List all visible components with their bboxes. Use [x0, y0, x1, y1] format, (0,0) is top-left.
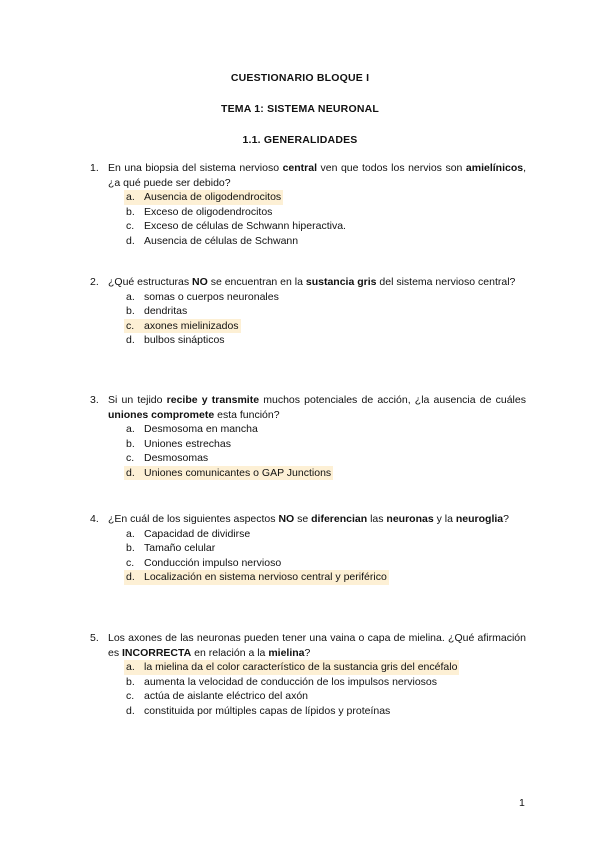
answer-options: [126, 190, 526, 248]
answer-option-row: [126, 466, 526, 481]
answer-option: [126, 437, 526, 452]
option-letter: b.: [126, 205, 135, 218]
option-text: Uniones comunicantes o GAP Junctions: [144, 466, 332, 479]
answer-option-row: [126, 660, 526, 675]
question-fragment: ?: [304, 646, 311, 659]
answer-option: [126, 234, 526, 249]
option-letter: c.: [126, 319, 135, 332]
answer-option: [126, 675, 526, 690]
answer-option-row: [126, 689, 526, 704]
question-fragment: se: [294, 513, 312, 525]
question-number: 4.: [90, 513, 99, 525]
question-keyword: NO: [192, 276, 208, 288]
answer-option-row: [126, 437, 526, 452]
answer-option-row: [126, 451, 526, 466]
question-keyword: diferencian: [311, 513, 368, 525]
answer-option-row: [126, 234, 526, 249]
page-number: 1: [519, 797, 525, 809]
question-keyword: INCORRECTA: [122, 646, 192, 659]
answer-option-row: [126, 556, 526, 571]
option-text: axones mielinizados: [144, 319, 239, 332]
option-text: Ausencia de células de Schwann: [144, 234, 299, 247]
answer-option-row: [126, 570, 526, 585]
question-fragment: muchos potenciales de acción, ¿la ausencia de cuáles: [259, 394, 526, 406]
question-3: [90, 393, 526, 480]
question-fragment: ¿En cuál de los siguientes aspectos: [108, 513, 279, 525]
question-text: [108, 631, 526, 660]
question-number: 5.: [90, 632, 99, 644]
answer-option: [126, 219, 526, 234]
answer-option: [126, 290, 526, 305]
question-fragment: y la: [433, 513, 456, 525]
option-letter: c.: [126, 690, 135, 702]
answer-options: [126, 660, 526, 718]
question-keyword: uniones compromete: [108, 408, 215, 421]
question-text: [108, 393, 526, 422]
answer-option-row: [126, 205, 526, 220]
option-letter: b.: [126, 542, 135, 554]
option-letter: a.: [126, 661, 135, 673]
option-text: Desmosoma en mancha: [144, 423, 258, 435]
option-letter: b.: [126, 437, 135, 450]
question-keyword: central: [282, 162, 317, 174]
answer-option-row: [126, 333, 526, 348]
answer-option: [126, 704, 526, 719]
option-letter: d.: [126, 334, 135, 346]
option-text: Exceso de oligodendrocitos: [144, 205, 273, 218]
question-fragment: esta función?: [214, 408, 280, 421]
question-keyword: amielínicos: [465, 162, 524, 174]
document-title: CUESTIONARIO BLOQUE I: [230, 72, 370, 84]
answer-option: [126, 422, 526, 437]
section-title: 1.1. GENERALIDADES: [242, 134, 358, 146]
option-text: constituida por múltiples capas de lípidos y proteínas: [144, 704, 391, 717]
option-text: dendritas: [144, 305, 188, 317]
answer-option: [126, 689, 526, 704]
question-fragment: ?: [503, 513, 509, 525]
answer-option: [126, 205, 526, 220]
answer-option: [126, 556, 526, 571]
question-5: [90, 631, 526, 718]
question-fragment: se encuentran en la: [207, 276, 306, 288]
option-text: somas o cuerpos neuronales: [144, 290, 279, 303]
answer-option-highlighted: [124, 319, 241, 334]
question-number: 1.: [90, 162, 99, 174]
answer-option-row: [126, 319, 526, 334]
question-fragment: Los axones de las neuronas pueden tener una vaina o capa de mielina. ¿Qué afirmación es: [108, 632, 526, 659]
question-text: [108, 275, 526, 290]
question-text: [108, 512, 526, 527]
option-text: Capacidad de dividirse: [144, 527, 251, 540]
answer-option-highlighted: [124, 466, 333, 481]
question-number: 2.: [90, 276, 99, 288]
option-text: Desmosomas: [144, 452, 209, 464]
question-number: 3.: [90, 394, 99, 406]
question-keyword: NO: [278, 513, 295, 525]
answer-option-row: [126, 219, 526, 234]
option-letter: c.: [126, 220, 135, 232]
answer-option-row: [126, 290, 526, 305]
question-keyword: sustancia gris: [305, 276, 377, 288]
option-letter: b.: [126, 305, 135, 317]
answer-option-highlighted: [124, 190, 283, 205]
answer-options: [126, 422, 526, 480]
question-keyword: recibe y transmite: [166, 394, 260, 406]
question-1: [90, 161, 526, 248]
option-letter: a.: [126, 527, 135, 540]
option-letter: b.: [126, 675, 135, 688]
answer-option: [126, 527, 526, 542]
option-letter: d.: [126, 704, 135, 717]
option-letter: c.: [126, 556, 135, 569]
option-letter: a.: [126, 423, 135, 435]
question-fragment: en relación a la: [191, 646, 269, 659]
option-text: Ausencia de oligodendrocitos: [144, 191, 282, 203]
answer-option-row: [126, 675, 526, 690]
option-letter: d.: [126, 571, 135, 583]
option-text: Uniones estrechas: [144, 437, 231, 450]
question-fragment: Si un tejido: [108, 394, 167, 406]
option-letter: a.: [126, 191, 135, 203]
answer-option: [126, 541, 526, 556]
question-keyword: mielina: [268, 646, 305, 659]
question-text: [108, 161, 526, 190]
question-fragment: En una biopsia del sistema nervioso: [108, 162, 283, 174]
answer-option-row: [126, 527, 526, 542]
option-text: la mielina da el color característico de la sustancia gris del encéfalo: [144, 661, 458, 673]
question-fragment: ¿Qué estructuras: [108, 276, 193, 288]
question-keyword: neuroglia: [455, 513, 504, 525]
question-fragment: del sistema nervioso central?: [376, 276, 516, 288]
answer-option-row: [126, 541, 526, 556]
option-letter: a.: [126, 290, 135, 303]
option-text: aumenta la velocidad de conducción de los impulsos nerviosos: [144, 675, 438, 688]
answer-option: [126, 451, 526, 466]
answer-options: [126, 527, 526, 585]
answer-option-highlighted: [124, 660, 459, 675]
option-text: actúa de aislante eléctrico del axón: [144, 690, 309, 702]
answer-option-highlighted: [124, 570, 389, 585]
answer-option: [126, 333, 526, 348]
option-text: bulbos sinápticos: [144, 334, 225, 346]
answer-option-row: [126, 304, 526, 319]
option-text: Localización en sistema nervioso central y periférico: [144, 571, 387, 583]
question-fragment: las: [367, 513, 387, 525]
answer-option-row: [126, 704, 526, 719]
topic-title: TEMA 1: SISTEMA NEURONAL: [220, 103, 380, 115]
question-fragment: , ¿a qué puede ser debido?: [108, 162, 527, 189]
option-letter: c.: [126, 452, 135, 464]
answer-options: [126, 290, 526, 348]
answer-option: [126, 304, 526, 319]
question-fragment: ven que todos los nervios son: [317, 162, 466, 174]
question-keyword: neuronas: [386, 513, 434, 525]
option-text: Tamaño celular: [144, 542, 216, 554]
option-letter: d.: [126, 234, 135, 247]
option-text: Exceso de células de Schwann hiperactiva.: [144, 220, 346, 232]
option-text: Conducción impulso nervioso: [144, 556, 282, 569]
option-letter: d.: [126, 466, 135, 479]
answer-option-row: [126, 422, 526, 437]
answer-option-row: [126, 190, 526, 205]
question-2: [90, 275, 526, 348]
question-4: [90, 512, 526, 585]
